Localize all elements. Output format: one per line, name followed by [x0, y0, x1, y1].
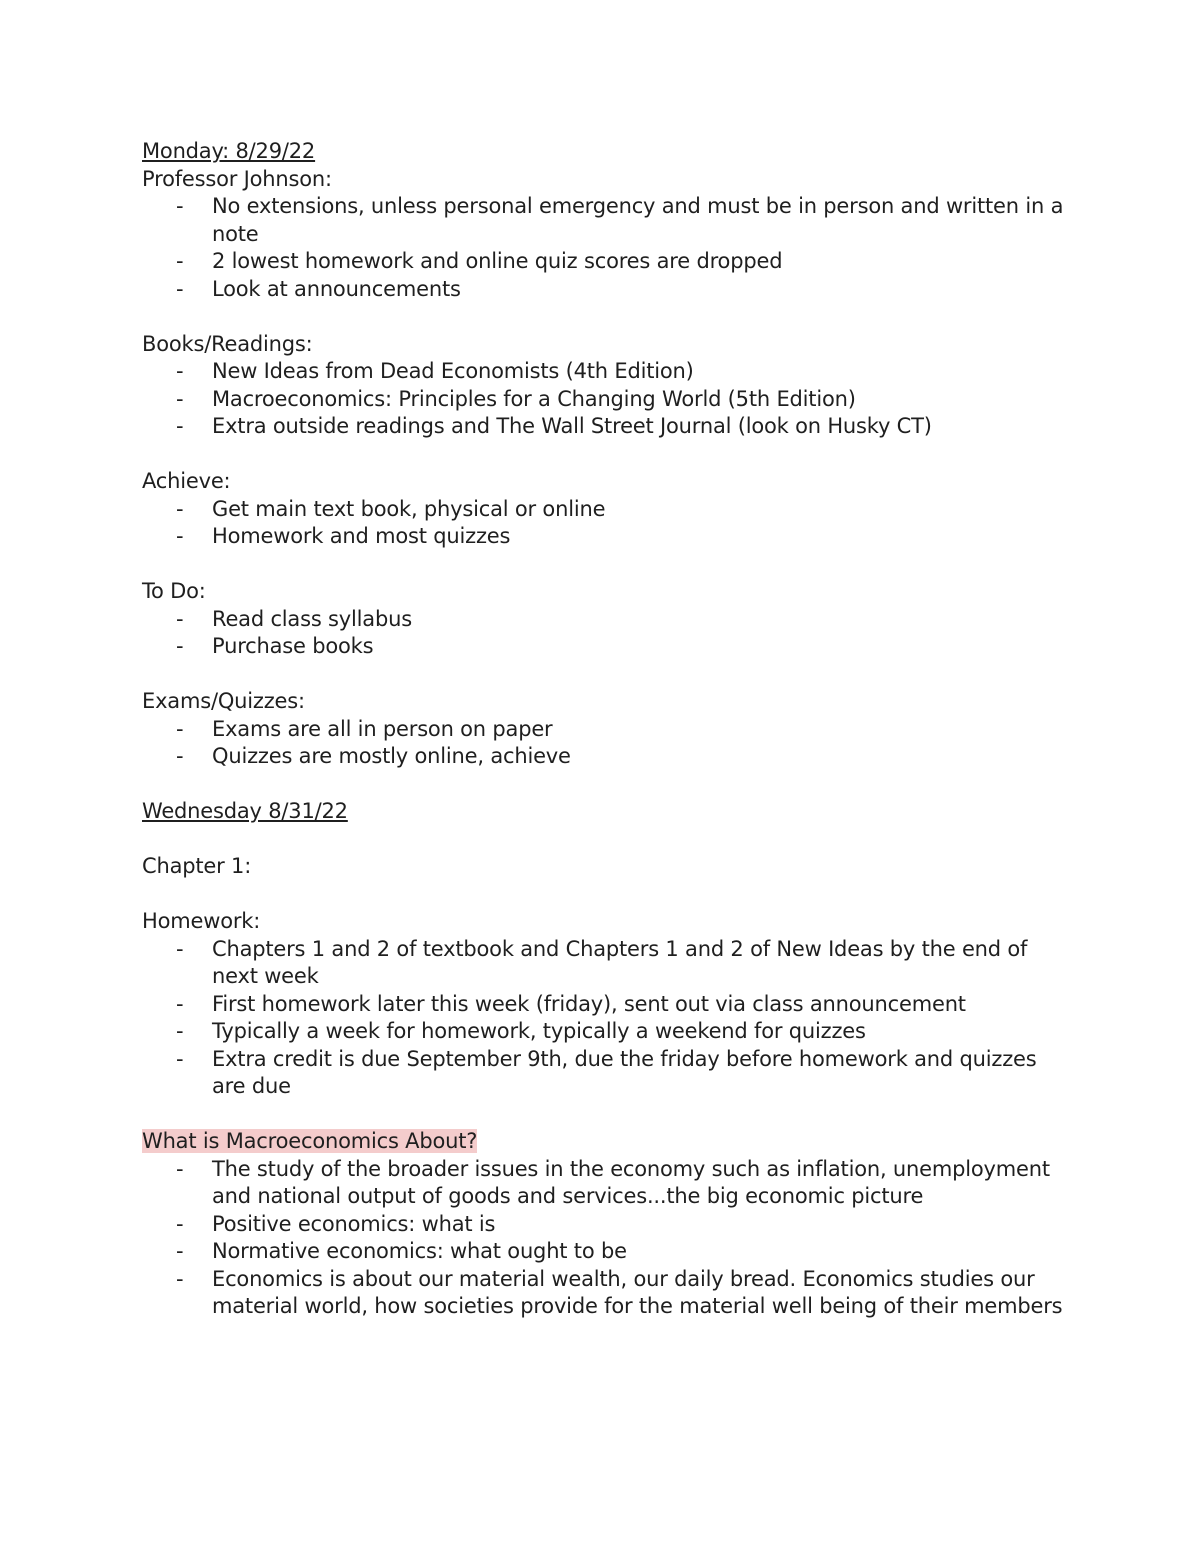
list-item: - Read class syllabus	[142, 606, 1072, 634]
list-item: - The study of the broader issues in the economy such as inflation, unemployment and national output of goods and services...the big economic picture	[176, 1156, 1050, 1208]
list-item: - Typically a week for homework, typically a weekend for quizzes	[142, 1018, 1072, 1046]
macro-list	[142, 1156, 1072, 1321]
bullet-dash-icon: -	[176, 1019, 184, 1043]
list-item: - Extra credit is due September 9th, due the friday before homework and quizzes are due	[176, 1046, 1037, 1098]
bullet-dash-icon: -	[176, 936, 184, 961]
bullet-dash-icon: -	[176, 1239, 184, 1263]
bullet-dash-icon: -	[176, 249, 184, 273]
bullet-dash-icon: -	[176, 1266, 184, 1291]
todo-heading: To Do:	[142, 579, 206, 603]
professor-heading: Professor Johnson:	[142, 166, 332, 191]
bullet-dash-icon: -	[176, 1156, 184, 1181]
spacer	[142, 1101, 1072, 1129]
list-item: - First homework later this week (friday), sent out via class announcement	[142, 991, 1072, 1019]
achieve-list	[142, 496, 1072, 551]
list-item: - Quizzes are mostly online, achieve	[142, 743, 1072, 771]
list-item: - Get main text book, physical or online	[142, 496, 1072, 524]
bullet-dash-icon: -	[176, 991, 184, 1016]
list-item: - New Ideas from Dead Economists (4th Edition)	[142, 358, 1072, 386]
bullet-dash-icon: -	[176, 414, 184, 438]
list-item: - No extensions, unless personal emergency and must be in person and written in a note	[176, 194, 1064, 246]
wednesday-date-heading: Wednesday 8/31/22	[142, 799, 348, 823]
list-item: - Extra outside readings and The Wall Street Journal (look on Husky CT)	[142, 413, 1072, 441]
list-item: - Exams are all in person on paper	[142, 716, 1072, 744]
list-item: - Purchase books	[142, 633, 1072, 661]
bullet-dash-icon: -	[176, 634, 184, 658]
todo-list	[142, 606, 1072, 661]
bullet-dash-icon: -	[176, 606, 184, 631]
exams-list	[142, 716, 1072, 771]
bullet-dash-icon: -	[176, 1211, 184, 1236]
spacer	[142, 826, 1072, 854]
bullet-dash-icon: -	[176, 194, 184, 218]
bullet-dash-icon: -	[176, 524, 184, 548]
exams-heading: Exams/Quizzes:	[142, 689, 305, 713]
highlighted-text: What is Macroeconomics About?	[142, 1129, 478, 1153]
professor-list	[142, 193, 1072, 303]
spacer	[142, 441, 1072, 469]
bullet-dash-icon: -	[176, 1046, 184, 1071]
spacer	[142, 551, 1072, 579]
notes-document	[142, 138, 1072, 1321]
books-list	[142, 358, 1072, 441]
homework-heading: Homework:	[142, 909, 261, 933]
list-item: - Homework and most quizzes	[142, 523, 1072, 551]
bullet-dash-icon: -	[176, 386, 184, 411]
list-item: - Normative economics: what ought to be	[142, 1238, 1072, 1266]
macro-heading	[142, 1128, 1072, 1156]
bullet-dash-icon: -	[176, 276, 184, 301]
bullet-dash-icon: -	[176, 496, 184, 521]
spacer	[142, 303, 1072, 331]
chapter-heading: Chapter 1:	[142, 854, 252, 878]
spacer	[142, 771, 1072, 799]
bullet-dash-icon: -	[176, 744, 184, 768]
list-item: - Macroeconomics: Principles for a Changing World (5th Edition)	[142, 386, 1072, 414]
bullet-dash-icon: -	[176, 716, 184, 741]
bullet-dash-icon: -	[176, 359, 184, 383]
spacer	[142, 661, 1072, 689]
list-item: - Look at announcements	[142, 276, 1072, 304]
homework-list	[142, 936, 1072, 1101]
spacer	[142, 881, 1072, 909]
achieve-heading: Achieve:	[142, 469, 231, 493]
list-item: - Economics is about our material wealth, our daily bread. Economics studies our material world, how societies provide for the material well being of their members	[176, 1266, 1063, 1318]
list-item: - Chapters 1 and 2 of textbook and Chapters 1 and 2 of New Ideas by the end of next week	[176, 936, 1028, 988]
books-heading: Books/Readings:	[142, 331, 313, 356]
monday-date-heading: Monday: 8/29/22	[142, 139, 316, 163]
list-item: - Positive economics: what is	[142, 1211, 1072, 1239]
list-item: - 2 lowest homework and online quiz scores are dropped	[142, 248, 1072, 276]
